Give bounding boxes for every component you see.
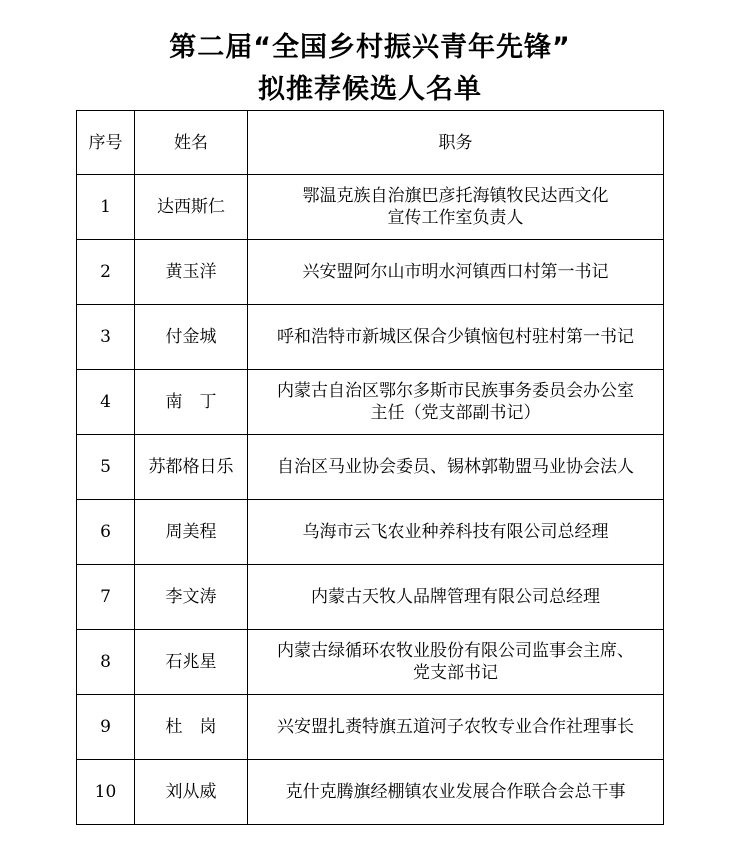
table-row	[77, 695, 664, 760]
position-line: 党支部书记	[413, 663, 498, 683]
position-line: 兴安盟扎赉特旗五道河子农牧专业合作社理事长	[277, 717, 634, 737]
cell-position	[248, 695, 664, 760]
table-row	[77, 240, 664, 305]
position-line: 鄂温克族自治旗巴彦托海镇牧民达西文化	[302, 186, 609, 206]
position-line: 宣传工作室负责人	[387, 208, 524, 228]
cell-serial: 4	[77, 370, 135, 435]
position-line: 呼和浩特市新城区保合少镇恼包村驻村第一书记	[277, 327, 634, 347]
cell-name: 苏都格日乐	[135, 435, 248, 500]
cell-name: 李文涛	[135, 565, 248, 630]
cell-position	[248, 305, 664, 370]
cell-serial: 7	[77, 565, 135, 630]
candidate-table	[76, 110, 664, 825]
table-row	[77, 175, 664, 240]
cell-name: 周美程	[135, 500, 248, 565]
header-position: 职务	[248, 111, 664, 175]
cell-position	[248, 370, 664, 435]
cell-position	[248, 500, 664, 565]
cell-name: 黄玉洋	[135, 240, 248, 305]
cell-position	[248, 630, 664, 695]
cell-name: 南 丁	[135, 370, 248, 435]
cell-name: 付金城	[135, 305, 248, 370]
document-title-line2: 拟推荐候选人名单	[258, 74, 482, 105]
cell-serial: 2	[77, 240, 135, 305]
position-line: 自治区马业协会委员、锡林郭勒盟马业协会法人	[277, 457, 634, 477]
cell-serial: 5	[77, 435, 135, 500]
table-row	[77, 500, 664, 565]
table-row	[77, 760, 664, 825]
cell-position	[248, 565, 664, 630]
cell-serial: 1	[77, 175, 135, 240]
position-line: 克什克腾旗经棚镇农业发展合作联合会总干事	[285, 782, 626, 802]
table-row	[77, 435, 664, 500]
cell-serial: 6	[77, 500, 135, 565]
position-line: 内蒙古天牧人品牌管理有限公司总经理	[311, 587, 600, 607]
cell-name: 刘从威	[135, 760, 248, 825]
table-row	[77, 565, 664, 630]
header-serial: 序号	[77, 111, 135, 175]
table-header-row	[77, 111, 664, 175]
cell-name: 石兆星	[135, 630, 248, 695]
cell-position	[248, 175, 664, 240]
cell-position	[248, 240, 664, 305]
cell-name: 达西斯仁	[135, 175, 248, 240]
document-title-line1: 第二届“全国乡村振兴青年先锋”	[169, 32, 571, 63]
table-row	[77, 630, 664, 695]
position-line: 内蒙古绿循环农牧业股份有限公司监事会主席、	[277, 641, 634, 661]
cell-position	[248, 435, 664, 500]
table-row	[77, 305, 664, 370]
cell-serial: 10	[77, 760, 135, 825]
position-line: 兴安盟阿尔山市明水河镇西口村第一书记	[302, 262, 609, 282]
cell-name: 杜 岗	[135, 695, 248, 760]
cell-serial: 3	[77, 305, 135, 370]
table-row	[77, 370, 664, 435]
position-line: 乌海市云飞农业种养科技有限公司总经理	[302, 522, 609, 542]
cell-position	[248, 760, 664, 825]
position-line: 内蒙古自治区鄂尔多斯市民族事务委员会办公室	[277, 381, 634, 401]
header-name: 姓名	[135, 111, 248, 175]
cell-serial: 8	[77, 630, 135, 695]
cell-serial: 9	[77, 695, 135, 760]
position-line: 主任（党支部副书记）	[370, 403, 541, 423]
